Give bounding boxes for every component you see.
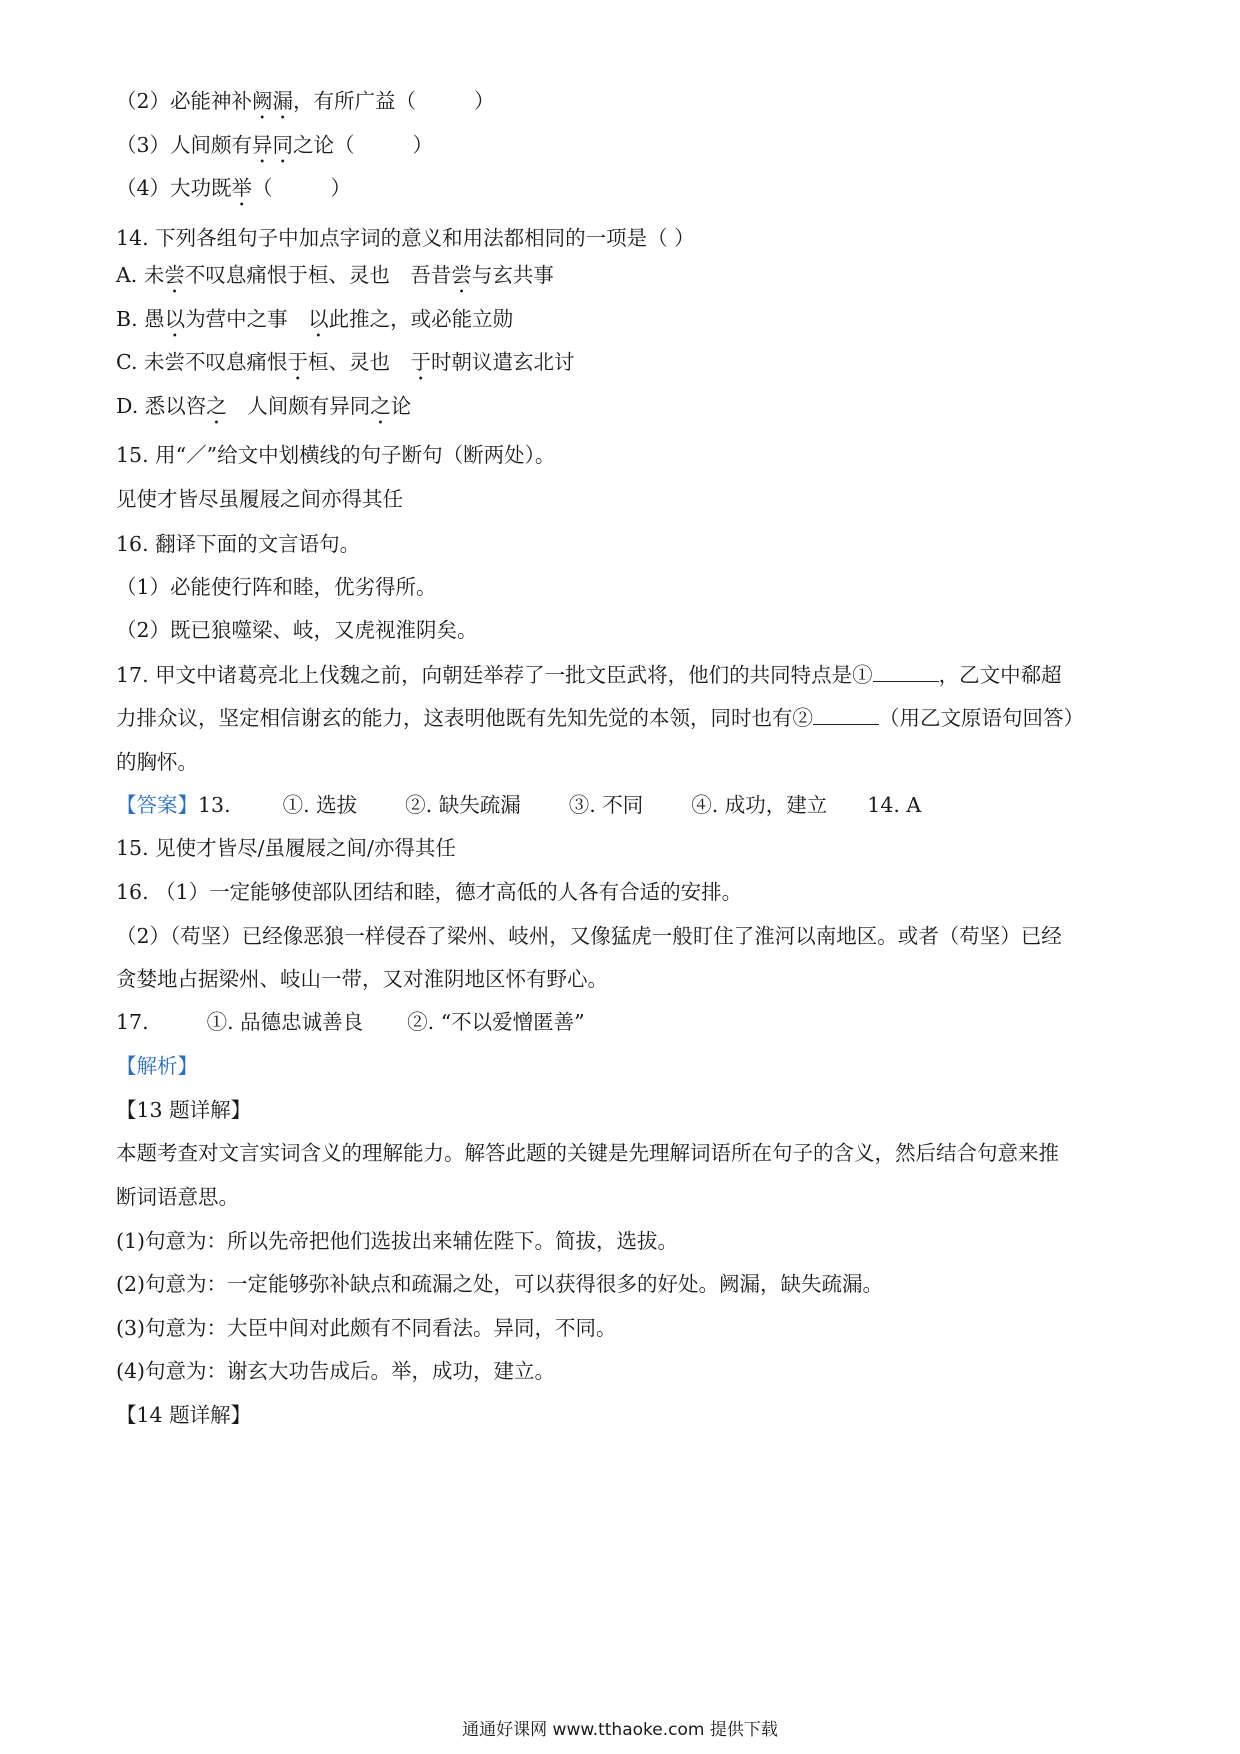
text: ）: [412, 133, 434, 157]
analysis-paragraph-b: 断词语意思。: [116, 1185, 239, 1209]
text: 桓、灵也: [308, 350, 411, 374]
dotted-word: 之: [370, 394, 391, 418]
text: ，有所广益（: [293, 89, 417, 113]
analysis-item-4: (4)句意为：谢玄大功告成后。举，成功，建立。: [116, 1359, 556, 1383]
q17-line-1: [116, 660, 1126, 690]
text: 为营中之事: [185, 307, 309, 331]
answer-tag: 【答案】: [116, 793, 198, 817]
text: 之论（: [293, 133, 355, 157]
text: ②. “不以爱憎匿善”: [407, 1010, 585, 1034]
section-heading-13: 【13 题详解】: [116, 1098, 252, 1122]
dotted-word: 于: [410, 350, 431, 374]
text: ，乙文中郗超: [938, 663, 1062, 687]
dotted-word: 以: [308, 307, 329, 331]
text: 13.: [198, 793, 231, 817]
text: 力排众议，坚定相信谢玄的能力，这表明他既有先知先觉的本领，同时也有②: [116, 706, 813, 730]
dotted-word: 异同: [252, 133, 294, 157]
text: 论: [390, 394, 412, 418]
text: D. 悉以咨: [116, 394, 207, 418]
text: ②. 缺失疏漏: [405, 793, 521, 817]
answer-q16-2a: （2）（苟坚）已经像恶狼一样侵吞了梁州、岐州，又像猛虎一般盯住了淮河以南地区。或者（苟坚）已经: [116, 924, 1062, 948]
q17-line-3: 的胸怀。: [116, 750, 198, 774]
analysis-tag: 【解析】: [116, 1054, 198, 1078]
answer-blank: [873, 663, 939, 682]
text: （2）必能神补: [116, 89, 253, 113]
text: C. 未尝不叹息痛恨: [116, 350, 288, 374]
section-heading-14: 【14 题详解】: [116, 1403, 252, 1427]
answer-blank: [813, 706, 879, 725]
analysis-item-3: (3)句意为：大臣中间对此颇有不同看法。异同，不同。: [116, 1316, 617, 1340]
q15-sentence: 见使才皆尽虽履屐之间亦得其任: [116, 487, 403, 511]
text: 17.: [116, 1010, 149, 1034]
text: ③. 不同: [568, 793, 644, 817]
text: 14. A: [867, 793, 922, 817]
text: 与玄共事: [471, 263, 554, 287]
dotted-word: 尝: [451, 263, 472, 287]
page-footer: 通通好课网 www.tthaoke.com 提供下载: [462, 1720, 778, 1740]
q14-stem: 14. 下列各组句子中加点字词的意义和用法都相同的一项是（ ）: [116, 226, 695, 250]
q16-item-1: （1）必能使行阵和睦，优劣得所。: [116, 575, 437, 599]
text: ）: [330, 176, 352, 200]
q14-option-a: [116, 260, 1126, 298]
answer-line: [116, 790, 1126, 820]
dotted-word: 阙漏: [252, 89, 294, 113]
q16-item-2: （2）既已狼噬梁、岐，又虎视淮阴矣。: [116, 618, 478, 642]
text: （4）大功既: [116, 176, 232, 200]
q15-stem: 15. 用“／”给文中划横线的句子断句（断两处）。: [116, 443, 556, 467]
analysis-item-2: (2)句意为：一定能够弥补缺点和疏漏之处，可以获得很多的好处。阙漏，缺失疏漏。: [116, 1272, 884, 1296]
text: ①. 选拔: [282, 793, 358, 817]
text: ④. 成功，建立: [691, 793, 828, 817]
q14-option-b: [116, 304, 1126, 342]
dotted-word: 举: [231, 176, 253, 200]
text: ①. 品德忠诚善良: [206, 1010, 364, 1034]
q13-item-4: [116, 173, 1126, 211]
text: 此推之，或必能立勋: [328, 307, 514, 331]
text: 人间颇有异同: [226, 394, 371, 418]
text: （: [252, 176, 273, 200]
text: （3）人间颇有: [116, 133, 253, 157]
text: （用乙文原语句回答）: [879, 706, 1084, 730]
q17-line-2: [116, 703, 1126, 733]
q16-stem: 16. 翻译下面的文言语句。: [116, 532, 361, 556]
q13-item-3: [116, 130, 1126, 168]
text: 不叹息痛恨于桓、灵也 吾昔: [184, 263, 452, 287]
dotted-word: 尝: [164, 263, 185, 287]
text: 17. 甲文中诸葛亮北上伐魏之前，向朝廷举荐了一批文臣武将，他们的共同特点是①: [116, 663, 873, 687]
answer-q16-2b: 贪婪地占据梁州、岐山一带，又对淮阴地区怀有野心。: [116, 967, 608, 991]
text: A. 未: [116, 263, 165, 287]
analysis-paragraph-a: 本题考查对文言实词含义的理解能力。解答此题的关键是先理解词语所在句子的含义，然后结合句意来推: [116, 1141, 1059, 1165]
text: 时朝议遣玄北讨: [431, 350, 575, 374]
answer-q15: 15. 见使才皆尽/虽履屐之间/亦得其任: [116, 836, 456, 860]
q13-item-2: [116, 86, 1126, 124]
text: B. 愚: [116, 307, 165, 331]
dotted-word: 之: [206, 394, 227, 418]
q14-option-c: [116, 347, 1126, 385]
answer-q17: [116, 1007, 1126, 1037]
dotted-word: 于: [287, 350, 308, 374]
q14-option-d: [116, 391, 1126, 429]
answer-q16-1: 16. （1）一定能够使部队团结和睦，德才高低的人各有合适的安排。: [116, 880, 743, 904]
analysis-item-1: (1)句意为：所以先帝把他们选拔出来辅佐陛下。简拔，选拔。: [116, 1229, 679, 1253]
dotted-word: 以: [164, 307, 186, 331]
text: ）: [474, 89, 495, 113]
